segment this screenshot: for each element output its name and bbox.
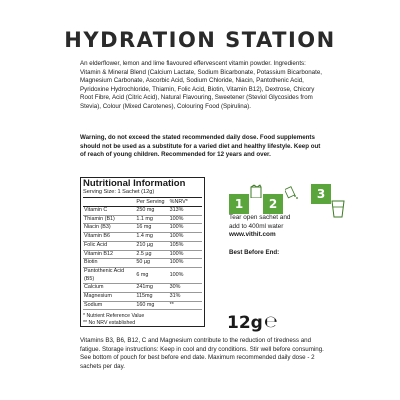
nutrient-nrv: 100% [169,259,202,268]
nutrition-table [83,197,202,310]
nutrient-amount: 241mg [135,284,168,293]
nutrient-nrv: 100% [169,250,202,259]
nutrient-nrv: 100% [169,215,202,224]
nutrient-name: Calcium [83,284,135,293]
nutrient-nrv: ** [169,301,202,310]
nrv-notes [83,313,202,326]
step-1-badge: 1 [229,194,249,214]
nutrient-nrv: 105% [169,241,202,250]
nutrient-amount: 115mg [135,293,168,302]
nutrient-amount: 16 mg [135,224,168,233]
table-row [83,233,202,242]
step-3-badge: 3 [311,184,331,204]
warning-text: Warning, do not exceed the stated recommended daily dose. Food supplements should not be used as a substitute for a varied diet and healthy lifestyle. Keep out of reach of young children. Recommended for 12 years and over. [80,134,321,159]
table-row [83,224,202,233]
instruction-line: Tear open sachet and [229,214,291,221]
nutrient-amount: 160 mg [135,301,168,310]
nutrient-name: Biotin [83,259,135,268]
nrv-note-established: ** No NRV established [83,320,136,327]
nutrient-nrv: 313% [169,207,202,216]
nutrient-amount: 2.5 µg [135,250,168,259]
preparation-instructions [229,214,324,240]
nutrient-name: Vitamin B6 [83,233,135,242]
nutrient-amount: 6 mg [135,267,168,283]
nutrient-nrv: 31% [169,293,202,302]
column-header: %NRV* [169,198,202,207]
nutrient-name: Niacin (B3) [83,224,135,233]
table-header-row [83,198,202,207]
serving-size: Serving Size: 1 Sachet (12g) [83,189,155,195]
best-before-label: Best Before End: [229,249,280,256]
table-row [83,293,202,302]
nutrient-name: Thiamin (B1) [83,215,135,224]
glass-icon [329,198,347,218]
pour-icon [285,186,299,200]
nutrient-amount: 1.4 mg [135,233,168,242]
nutrient-amount: 50 µg [135,259,168,268]
website-link[interactable]: www.vithit.com [229,231,276,238]
instruction-line: add to 400ml water [229,222,284,230]
estimated-sign-icon: ℮ [264,312,278,331]
table-row [83,301,202,310]
ingredients-text: An elderflower, lemon and lime flavoured effervescent vitamin powder. Ingredients: Vitamin & Mineral Blend (Calcium Lactate, Sodium Bicarbonate, Potassium Bicarbonate, Magnesium Carbonate, Ascorbic Acid, Sodium Chloride, Niacin, Pantothenic Acid, Pyridoxine Hydrochloride, Thiamin, Folic Acid, Biotin, Vitamin B12), Dextrose, Chicory Root Fibre, Acid (Citric Acid), Natural Flavouring, Sweetener (Steviol Glycosides from Stevia), Colour (Mixed Carotenes), Colouring Food (Spirulina). [80,60,323,110]
column-header: Per Serving [135,198,168,207]
nutrient-name: Sodium [83,301,135,310]
table-row [83,267,202,283]
nutrient-nrv: 100% [169,267,202,283]
table-row [83,207,202,216]
table-row [83,259,202,268]
net-weight: 12g [227,313,263,333]
nutrient-name: Pantothenic Acid (B5) [83,267,135,283]
nutrient-name: Vitamin B12 [83,250,135,259]
nutrient-name: Folic Acid [83,241,135,250]
table-row [83,284,202,293]
nutrient-amount: 210 µg [135,241,168,250]
nutrient-name: Magnesium [83,293,135,302]
nutrient-amount: 1.1 mg [135,215,168,224]
nutrient-nrv: 100% [169,233,202,242]
sachet-tear-icon [249,184,263,198]
footer-text: Vitamins B3, B6, B12, C and Magnesium contribute to the reduction of tiredness and fatigue. Storage instructions: Keep in cool and dry conditions. Stir well before consuming. See bottom of pouch for best before end date. Maximum recommended daily dose - 2 sachets per day. [80,337,324,370]
step-2-badge: 2 [263,194,283,214]
nutrition-panel [80,177,205,327]
nrv-note: * Nutrient Reference Value [83,313,145,320]
table-row [83,215,202,224]
table-row [83,250,202,259]
table-row [83,241,202,250]
nutrient-amount: 250 mg [135,207,168,216]
nutrition-heading: Nutritional Information [83,178,186,189]
product-title: HYDRATION STATION [64,28,336,52]
nutrient-name: Vitamin C [83,207,135,216]
nutrient-nrv: 30% [169,284,202,293]
column-header [83,198,135,207]
nutrient-nrv: 100% [169,224,202,233]
